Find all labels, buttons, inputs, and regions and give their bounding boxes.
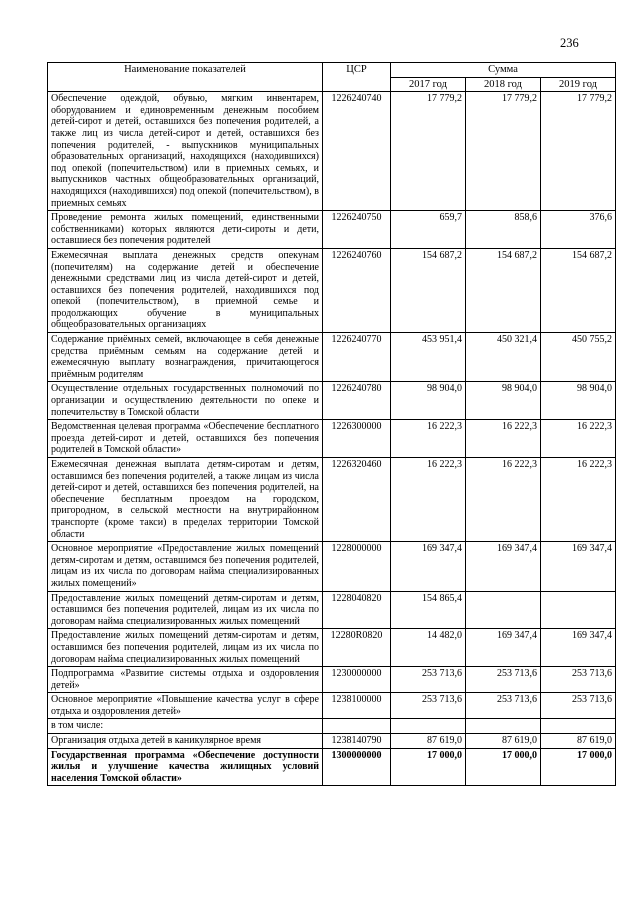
row-value-2018: 169 347,4 xyxy=(466,629,541,667)
row-code: 1226240740 xyxy=(323,92,391,211)
row-value-2017: 17 000,0 xyxy=(391,748,466,786)
header-year-2017: 2017 год xyxy=(391,77,466,92)
row-value-2018: 858,6 xyxy=(466,211,541,249)
row-value-2018: 98 904,0 xyxy=(466,382,541,420)
row-value-2017: 16 222,3 xyxy=(391,458,466,542)
table-row xyxy=(48,248,616,332)
table-row xyxy=(48,542,616,591)
row-name: Ежемесячная денежная выплата детям-сиротам и детям, оставшимся без попечения родителей, а также лицам из числа детей-сирот и детей, оставшихся без попечения родителей, на обеспечение бесплатным проездом на городском, пригородном, в сельской местности на внутрирайонном транспорте (кроме такси) в пределах территории Томской области xyxy=(48,458,323,542)
table-row xyxy=(48,693,616,719)
row-value-2019: 154 687,2 xyxy=(541,248,616,332)
row-value-2019: 376,6 xyxy=(541,211,616,249)
row-value-2019: 16 222,3 xyxy=(541,458,616,542)
table-row xyxy=(48,92,616,211)
row-value-2018: 253 713,6 xyxy=(466,667,541,693)
table-row xyxy=(48,333,616,382)
row-code: 1226240770 xyxy=(323,333,391,382)
table-row xyxy=(48,734,616,749)
row-value-2017: 253 713,6 xyxy=(391,693,466,719)
row-name: Организация отдыха детей в каникулярное время xyxy=(48,734,323,749)
row-value-2017: 98 904,0 xyxy=(391,382,466,420)
page-number: 236 xyxy=(560,36,579,50)
row-value-2019: 450 755,2 xyxy=(541,333,616,382)
row-value-2019: 87 619,0 xyxy=(541,734,616,749)
row-name: Осуществление отдельных государственных полномочий по организации и осуществлению деятельности по опеке и попечительству в Томской области xyxy=(48,382,323,420)
budget-table xyxy=(47,62,616,786)
table-row xyxy=(48,458,616,542)
row-value-2018: 87 619,0 xyxy=(466,734,541,749)
header-year-2019: 2019 год xyxy=(541,77,616,92)
row-name: Основное мероприятие «Повышение качества услуг в сфере отдыха и оздоровления детей» xyxy=(48,693,323,719)
row-value-2018: 169 347,4 xyxy=(466,542,541,591)
table-row xyxy=(48,420,616,458)
table-row xyxy=(48,629,616,667)
row-value-2017: 253 713,6 xyxy=(391,667,466,693)
row-name: Ежемесячная выплата денежных средств опекунам (попечителям) на содержание детей и обеспечение денежными средствами лиц из числа детей-сирот и детей, оставшихся без попечения родителей, находившихся под опекой (попечительством), в приемной семье и продолжающих обучение в муниципальных общеобразовательных организациях xyxy=(48,248,323,332)
row-value-2017: 87 619,0 xyxy=(391,734,466,749)
table-row xyxy=(48,382,616,420)
table-row xyxy=(48,748,616,786)
row-name: Содержание приёмных семей, включающее в себя денежные средства приёмным семьям на содержание детей и ежемесячную выплату вознаграждения, причитающегося приёмным родителям xyxy=(48,333,323,382)
table-body xyxy=(48,92,616,786)
row-name: Ведомственная целевая программа «Обеспечение бесплатного проезда детей-сирот и детей, оставшихся без попечения родителей в Томской области» xyxy=(48,420,323,458)
table-row xyxy=(48,719,616,734)
row-value-2017: 16 222,3 xyxy=(391,420,466,458)
row-value-2017: 17 779,2 xyxy=(391,92,466,211)
row-value-2017: 154 687,2 xyxy=(391,248,466,332)
row-value-2019: 17 000,0 xyxy=(541,748,616,786)
row-code: 1226320460 xyxy=(323,458,391,542)
row-code: 1238140790 xyxy=(323,734,391,749)
row-code: 1230000000 xyxy=(323,667,391,693)
row-name: Обеспечение одеждой, обувью, мягким инвентарем, оборудованием и единовременным денежным пособием детей-сирот и детей, оставшихся без попечения родителей, а также лиц из числа детей-сирот и детей, оставшихся без попечения родителей, - выпускников муниципальных образовательных организаций, находящихся (находившихся) под опекой (попечительством) или в приемных семьях, и выпускников частных общеобразовательных организаций, находящихся (находившихся) под опекой (попечительством), в приемных семьях xyxy=(48,92,323,211)
row-code: 1238100000 xyxy=(323,693,391,719)
row-code: 1228040820 xyxy=(323,591,391,629)
row-value-2019: 16 222,3 xyxy=(541,420,616,458)
row-value-2017: 453 951,4 xyxy=(391,333,466,382)
row-code: 12280R0820 xyxy=(323,629,391,667)
header-csr: ЦСР xyxy=(323,63,391,92)
row-value-2018: 17 000,0 xyxy=(466,748,541,786)
row-value-2017: 659,7 xyxy=(391,211,466,249)
row-value-2019: 169 347,4 xyxy=(541,542,616,591)
row-code: 1226240750 xyxy=(323,211,391,249)
row-value-2018: 154 687,2 xyxy=(466,248,541,332)
row-value-2018 xyxy=(466,591,541,629)
row-value-2018: 16 222,3 xyxy=(466,458,541,542)
header-year-2018: 2018 год xyxy=(466,77,541,92)
row-value-2018: 253 713,6 xyxy=(466,693,541,719)
row-value-2018: 16 222,3 xyxy=(466,420,541,458)
row-value-2019: 253 713,6 xyxy=(541,693,616,719)
row-value-2017: 169 347,4 xyxy=(391,542,466,591)
row-value-2017: 154 865,4 xyxy=(391,591,466,629)
header-name: Наименование показателей xyxy=(48,63,323,92)
row-code: 1226240780 xyxy=(323,382,391,420)
table-row xyxy=(48,211,616,249)
row-name: Подпрограмма «Развитие системы отдыха и оздоровления детей» xyxy=(48,667,323,693)
row-code: 1226300000 xyxy=(323,420,391,458)
row-value-2018: 450 321,4 xyxy=(466,333,541,382)
row-code: 1228000000 xyxy=(323,542,391,591)
row-code: 1300000000 xyxy=(323,748,391,786)
row-value-2018: 17 779,2 xyxy=(466,92,541,211)
row-name: Проведение ремонта жилых помещений, единственными собственниками) которых являются дети-сироты и дети, оставшиеся без попечения родителей xyxy=(48,211,323,249)
row-value-2018 xyxy=(466,719,541,734)
row-value-2019 xyxy=(541,719,616,734)
row-code: 1226240760 xyxy=(323,248,391,332)
table-row xyxy=(48,667,616,693)
row-value-2019: 98 904,0 xyxy=(541,382,616,420)
row-name: Основное мероприятие «Предоставление жилых помещений детям-сиротам и детям, оставшимся без попечения родителей, лицам из их числа по договорам найма специализированных жилых помещений» xyxy=(48,542,323,591)
row-code xyxy=(323,719,391,734)
row-name: Предоставление жилых помещений детям-сиротам и детям, оставшимся без попечения родителей, лицам из их числа по договорам найма специализированных жилых помещений xyxy=(48,629,323,667)
row-name: Предоставление жилых помещений детям-сиротам и детям, оставшимся без попечения родителей, лицам из их числа по договорам найма специализированных жилых помещений xyxy=(48,591,323,629)
row-value-2017: 14 482,0 xyxy=(391,629,466,667)
row-value-2019 xyxy=(541,591,616,629)
table-row xyxy=(48,591,616,629)
row-value-2017 xyxy=(391,719,466,734)
row-value-2019: 17 779,2 xyxy=(541,92,616,211)
row-name: Государственная программа «Обеспечение доступности жилья и улучшение качества жилищных условий населения Томской области» xyxy=(48,748,323,786)
row-value-2019: 253 713,6 xyxy=(541,667,616,693)
row-name: в том числе: xyxy=(48,719,323,734)
row-value-2019: 169 347,4 xyxy=(541,629,616,667)
header-sum: Сумма xyxy=(391,63,616,78)
